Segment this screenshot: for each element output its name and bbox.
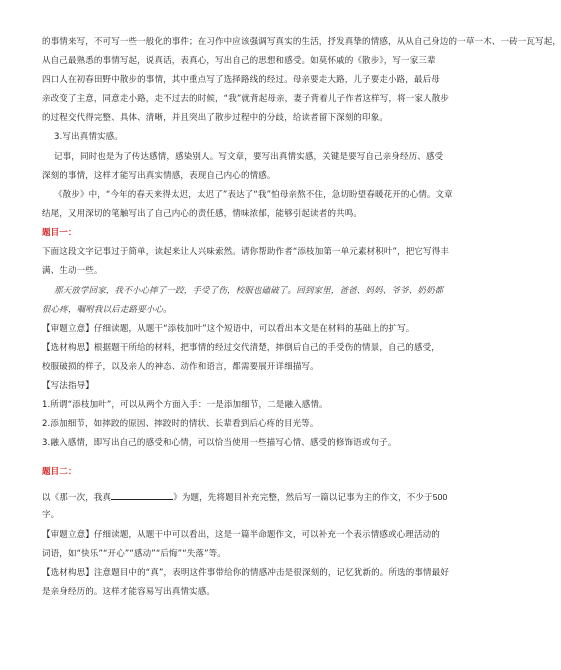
analysis-line: 【选材构思】根据题干所给的材料，把事情的经过交代清楚，摔倒后自己的手受伤的情景，自己的感受， [42,343,440,353]
prompt-line: 字。 [42,510,60,520]
word-count: 500 [432,492,448,502]
list-number: 3. [42,438,51,448]
prompt-text: 以《那一次，我真 [42,493,112,503]
analysis-line: 词语，如“快乐”“开心”“感动”“后悔”“失落”等。 [42,549,226,559]
guide-item-3 [42,438,434,449]
analysis-line: 【审题立意】仔细读题，从题干中可以看出，这是一篇半命题作文，可以补充一个表示情感或心理活动的 [42,530,440,540]
list-number: 1.所谓 [42,400,68,410]
question-text: 满、生动一些。 [42,266,103,276]
analysis-line: 【选材构思】注意题目中的“真”，表明这件事带给你的情感冲击是很深刻的，记忆犹新的。所选的事情最好 [42,568,450,578]
quoted-passage: 很心疼，嘱咐我以后走路要小心。 [42,305,172,315]
para-line: 结尾，又用深切的笔触写出了自己内心的责任感，情味浓郁，能够引起读者的共鸣。 [42,209,363,219]
prompt-line [42,491,448,504]
question-text: 下面这段文字记事过于简单，读起来让人兴味索然。请你帮助作者“添枝加第一单元素材积叶”，把它写得丰 [42,247,450,257]
para-line: 《散步》中，“今年的春天来得太迟，太迟了”表达了“我”怕母亲熬不住，急切盼望春暖花开的心情。文章 [54,190,453,200]
guide-item-2 [42,419,434,430]
analysis-line: 【审题立意】仔细读题，从题干“添枝加叶”这个短语中，可以看出本文是在材料的基础上的扩写。 [42,324,415,334]
list-text: “添枝加叶”，可以从两个方面入手：一是添加细节，二是融入感情。 [67,400,328,410]
para-line: 深刻的事情，这样才能写出真实情感，表现自己内心的情感。 [42,171,276,181]
para-line: 亲改变了主意，同意走小路，走不过去的时候，“我”就背起母亲，妻子背着儿子作者这样写，将一家人散步 [42,94,450,104]
para-line: 记事，同时也是为了传达感情，感染别人。写文章，要写出真情实感，关键是要写自己亲身经历、感受 [54,152,444,162]
para-line: 的事情来写，不可写一些一般化的事件；在习作中应该强调写真实的生活，抒发真挚的情感，从从自己身边的一草一木、一砖一瓦写起， [42,37,561,47]
question-title-2: 题目二： [42,467,77,477]
section-heading: 3.写出真情实感。 [54,132,123,142]
list-text: 添加细节，如摔跤的原因、摔跤时的情状、长辈看到后心疼的目光等。 [50,419,319,429]
guide-item-1 [42,400,434,411]
list-text: 融入感情，即写出自己的感受和心情，可以恰当使用一些描写心情、感受的修饰语或句子。 [50,438,397,448]
analysis-line: 校服破损的样子，以及亲人的神态、动作和语言，都需要展开详细描写。 [42,362,319,372]
question-title-1: 题目一： [42,228,77,238]
analysis-line: 是亲身经历的。这样才能容易写出真情实感。 [42,587,216,597]
para-line: 四口人在初春田野中散步的事情，其中重点写了选择路线的经过。母亲要走大路，儿子要走小路，最后母 [42,75,440,85]
fill-in-blank [111,491,173,500]
para-line: 的过程交代得完整、具体、清晰，并且突出了散步过程中的分歧，给读者留下深刻的印象。 [42,113,389,123]
quoted-passage: 那天放学回家，我不小心摔了一跤，手受了伤，校服也磕破了。回到家里，爸爸、妈妈、爷爷、奶奶都 [54,286,444,296]
para-line: 从自己最熟悉的事情写起，说真话，表真心，写出自己的思想和感受。如莫怀戚的《散步》，写一家三辈 [42,56,436,66]
list-number: 2. [42,419,51,429]
writing-guide-heading: 【写法指导】 [42,381,94,391]
prompt-text: 》为题，先将题目补充完整，然后写一篇以记事为主的作文，不少于 [173,493,433,503]
